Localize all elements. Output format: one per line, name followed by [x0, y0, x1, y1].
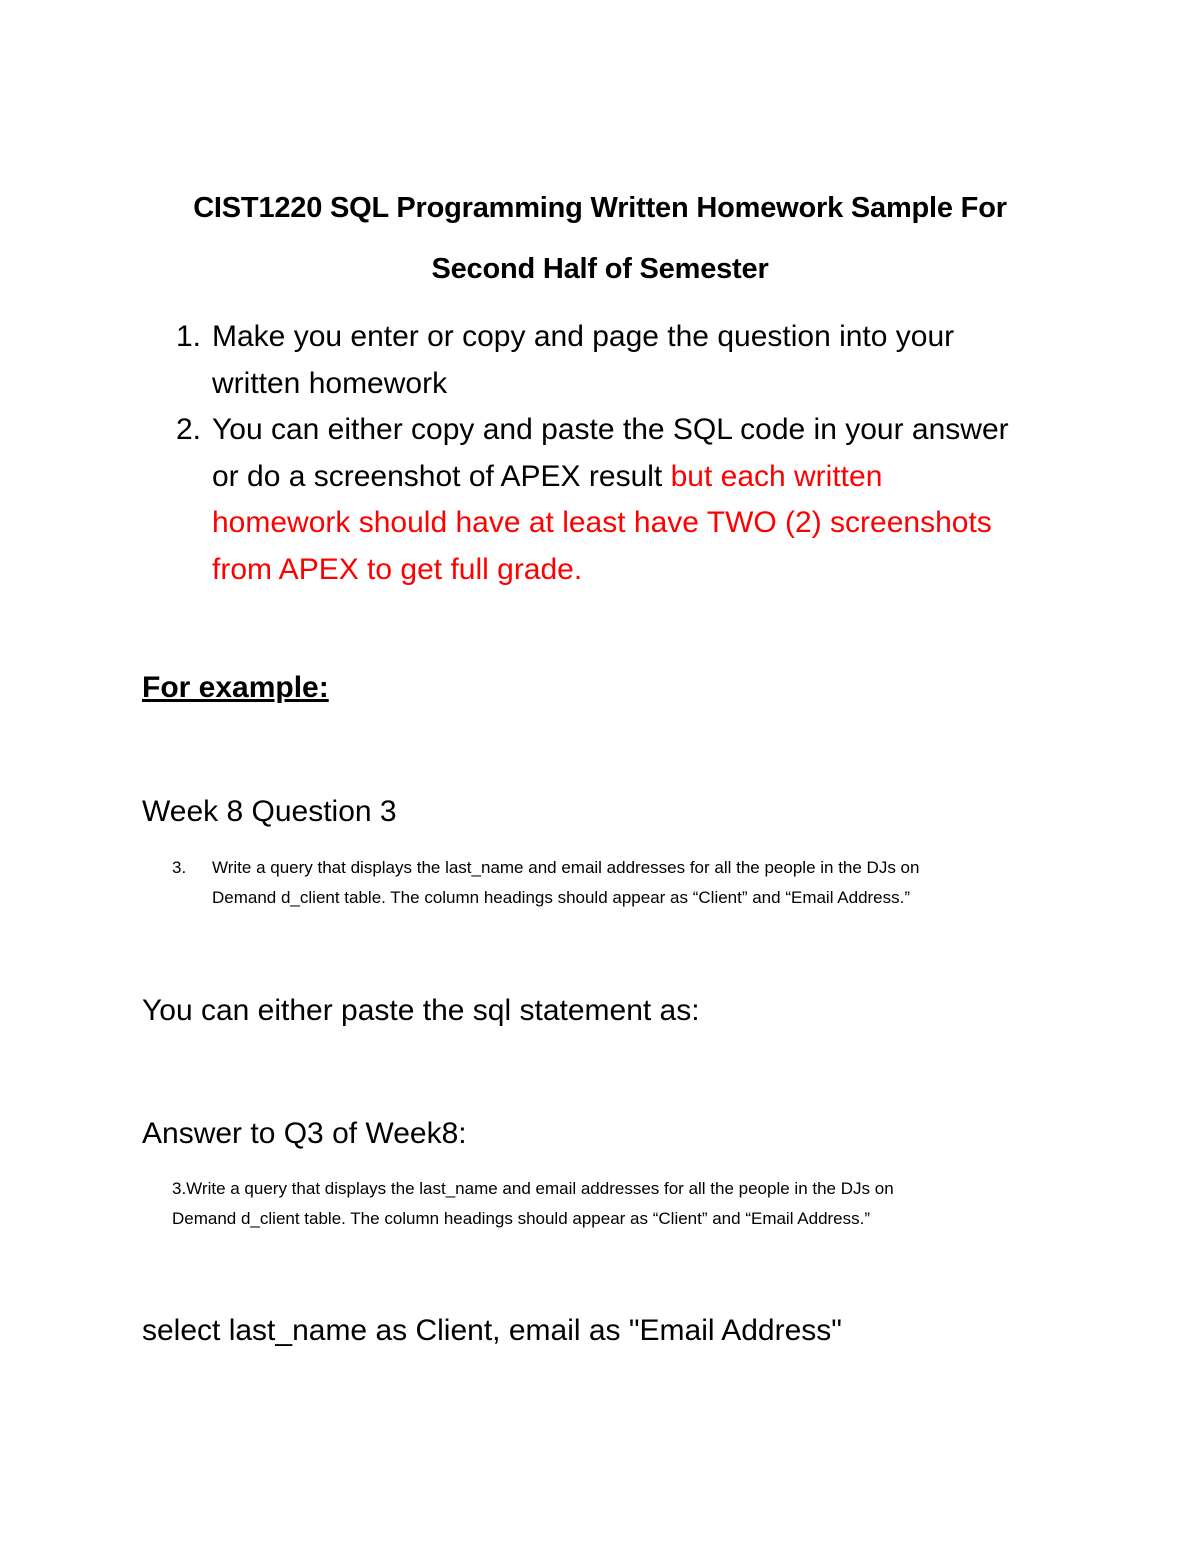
- instruction-item-1: [176, 314, 1076, 407]
- instruction-2-line-4: from APEX to get full grade.: [212, 552, 583, 586]
- paste-instruction-text: You can either paste the sql statement as:: [142, 994, 700, 1027]
- sql-statement: select last_name as Client, email as "Email Address": [142, 1314, 842, 1347]
- instruction-2-line-2: [212, 454, 1076, 501]
- question-text-block: [172, 853, 1072, 912]
- instructions-list: [176, 314, 1076, 593]
- instruction-1-line-1: Make you enter or copy and page the question into your: [212, 320, 955, 353]
- document-title-line-1: CIST1220 SQL Programming Written Homework Sample For: [193, 192, 1007, 224]
- question-line-2: Demand d_client table. The column headings should appear as “Client” and “Email Address.”: [212, 887, 911, 907]
- question-line-1: Write a query that displays the last_name and email addresses for all the people in the DJs on: [212, 858, 920, 877]
- instruction-1-line-2: written homework: [212, 366, 448, 400]
- question-number: 3.: [172, 858, 187, 877]
- answer-heading: Answer to Q3 of Week8:: [142, 1117, 467, 1150]
- answer-question-line-1: 3.Write a query that displays the last_name and email addresses for all the people in the DJs on: [172, 1179, 894, 1198]
- list-number: 2.: [176, 413, 202, 446]
- instruction-2-highlight-start: but each written: [670, 459, 883, 493]
- document-title-line-2: Second Half of Semester: [431, 253, 769, 285]
- week-question-heading: Week 8 Question 3: [142, 795, 397, 828]
- answer-question-block: [172, 1174, 1072, 1233]
- example-label: For example:: [142, 671, 329, 704]
- instruction-2-line-3: homework should have at least have TWO (2) screenshots: [212, 506, 992, 539]
- instruction-item-2: [176, 407, 1076, 593]
- instruction-2-line-1: You can either copy and paste the SQL code in your answer: [212, 413, 1009, 446]
- list-number: 1.: [176, 320, 202, 353]
- answer-question-line-2: Demand d_client table. The column headings should appear as “Client” and “Email Address.”: [172, 1208, 871, 1228]
- instruction-2-line-2-text: or do a screenshot of APEX result: [212, 459, 671, 493]
